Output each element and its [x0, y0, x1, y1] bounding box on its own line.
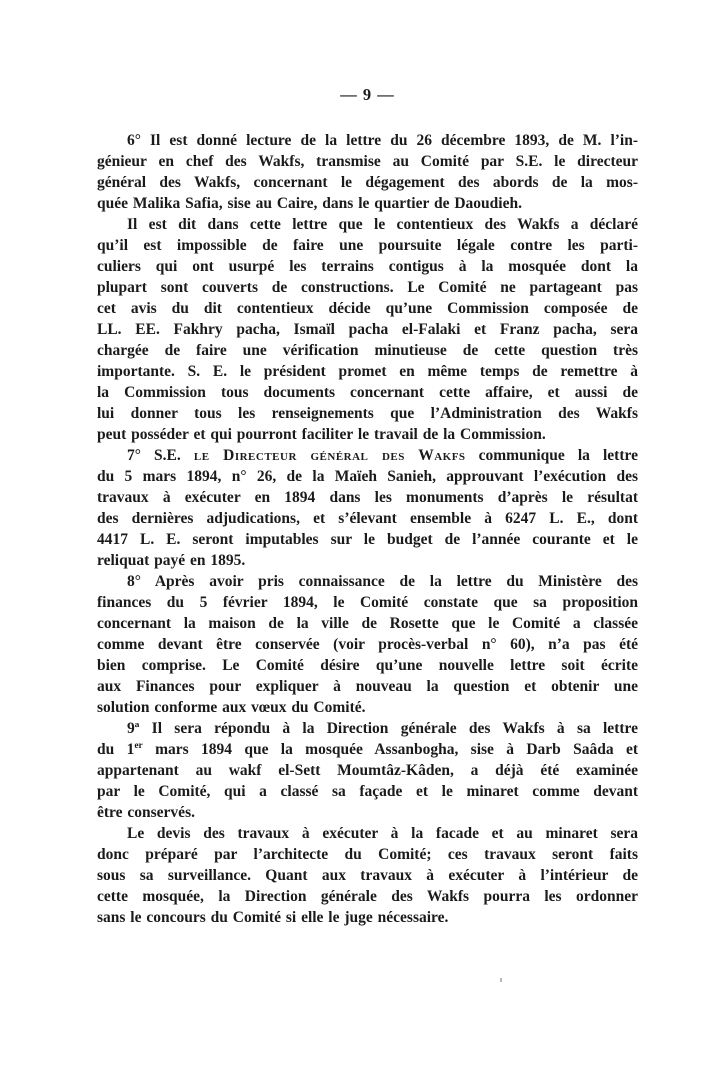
- paragraph-devis: [97, 823, 638, 928]
- text-run: plupart sont couverts de constructions. Le Comité ne partageant pas: [97, 279, 638, 296]
- text-run: du 1: [97, 741, 135, 758]
- item-9: [97, 718, 638, 823]
- text-run: génieur en chef des Wakfs, transmise au Comité par S.E. le directeur: [97, 153, 638, 170]
- scan-speck: [500, 978, 502, 982]
- text-run: aux Finances pour expliquer à nouveau la question et obtenir une: [97, 678, 638, 695]
- text-line: [97, 298, 638, 319]
- text-run: du 5 mars 1894, n° 26, de la Maïeh Sanieh, approuvant l’exécution des: [97, 468, 638, 485]
- text-line: [97, 319, 638, 340]
- text-line: [97, 550, 638, 571]
- text-run: 4417 L. E. seront imputables sur le budget de l’année courante et le: [97, 531, 638, 548]
- text-line: [97, 739, 638, 760]
- text-run: bien comprise. Le Comité désire qu’une nouvelle lettre soit écrite: [97, 657, 638, 674]
- text-line: [97, 277, 638, 298]
- text-line: [97, 655, 638, 676]
- text-run: reliquat payé en 1895.: [97, 552, 246, 569]
- text-line: [97, 445, 638, 466]
- superscript-text: er: [134, 740, 143, 751]
- text-line: [97, 886, 638, 907]
- text-line: [97, 781, 638, 802]
- text-line: [97, 487, 638, 508]
- text-run: importante. S. E. le président promet en même temps de remettre à: [97, 363, 638, 380]
- text-line: [97, 697, 638, 718]
- item-7: [97, 445, 638, 571]
- text-line: [97, 613, 638, 634]
- text-line: [97, 172, 638, 193]
- text-line: [97, 865, 638, 886]
- text-line: [97, 634, 638, 655]
- text-line: [97, 802, 638, 823]
- text-column: [97, 130, 638, 928]
- text-line: [97, 907, 638, 928]
- text-run: être conservés.: [97, 804, 195, 821]
- text-run: Le devis des travaux à exécuter à la facade et au minaret sera: [127, 825, 638, 842]
- page-number: — 9 —: [340, 85, 395, 104]
- paragraph-contentieux: [97, 214, 638, 445]
- text-run: mars 1894 que la mosquée Assanbogha, sise à Darb Saâda et: [142, 741, 638, 758]
- text-line: [97, 760, 638, 781]
- text-run: chargée de faire une vérification minutieuse de cette question très: [97, 342, 638, 359]
- text-run: communique la lettre: [465, 447, 638, 464]
- text-run: donc préparé par l’architecte du Comité; ces travaux seront faits: [97, 846, 638, 863]
- text-line: [97, 466, 638, 487]
- text-run: 9ª Il sera répondu à la Direction générale des Wakfs à sa lettre: [127, 720, 638, 737]
- smallcaps-text: le Directeur général des Wakfs: [193, 447, 466, 464]
- text-line: [97, 676, 638, 697]
- text-run: appartenant au wakf el-Sett Moumtâz-Kâden, a déjà été examinée: [97, 762, 638, 779]
- text-run: cette mosquée, la Direction générale des Wakfs pourra les ordonner: [97, 888, 638, 905]
- text-run: qu’il est impossible de faire une poursuite légale contre les parti-: [97, 237, 638, 254]
- text-run: sans le concours du Comité si elle le juge nécessaire.: [97, 909, 449, 926]
- text-line: [97, 382, 638, 403]
- text-run: cet avis du dit contentieux décide qu’une Commission composée de: [97, 300, 638, 317]
- text-line: [97, 424, 638, 445]
- text-line: [97, 529, 638, 550]
- text-run: 6° Il est donné lecture de la lettre du 26 décembre 1893, de M. l’in-: [127, 132, 638, 149]
- text-run: quée Malika Safia, sise au Caire, dans le quartier de Daoudieh.: [97, 195, 522, 212]
- text-run: par le Comité, qui a classé sa façade et le minaret comme devant: [97, 783, 638, 800]
- text-run: culiers qui ont usurpé les terrains contigus à la mosquée dont la: [97, 258, 638, 275]
- text-line: [97, 571, 638, 592]
- text-line: [97, 508, 638, 529]
- text-run: concernant la maison de la ville de Rosette que le Comité a classée: [97, 615, 638, 632]
- text-run: 8° Après avoir pris connaissance de la lettre du Ministère des: [127, 573, 638, 590]
- text-run: travaux à exécuter en 1894 dans les monuments d’après le résultat: [97, 489, 638, 506]
- text-run: finances du 5 février 1894, le Comité constate que sa proposition: [97, 594, 638, 611]
- text-line: [97, 193, 638, 214]
- text-run: peut posséder et qui pourront faciliter le travail de la Commission.: [97, 426, 546, 443]
- text-run: Il est dit dans cette lettre que le contentieux des Wakfs a déclaré: [127, 216, 638, 233]
- text-line: [97, 844, 638, 865]
- text-run: des dernières adjudications, et s’élevant ensemble à 6247 L. E., dont: [97, 510, 638, 527]
- text-run: la Commission tous documents concernant cette affaire, et aussi de: [97, 384, 638, 401]
- text-run: LL. EE. Fakhry pacha, Ismaïl pacha el-Falaki et Franz pacha, sera: [97, 321, 638, 338]
- text-line: [97, 403, 638, 424]
- item-6: [97, 130, 638, 214]
- text-run: général des Wakfs, concernant le dégagement des abords de la mos-: [97, 174, 638, 191]
- text-run: solution conforme aux vœux du Comité.: [97, 699, 366, 716]
- text-run: lui donner tous les renseignements que l’Administration des Wakfs: [97, 405, 638, 422]
- text-line: [97, 718, 638, 739]
- text-line: [97, 151, 638, 172]
- text-line: [97, 340, 638, 361]
- text-line: [97, 214, 638, 235]
- text-line: [97, 130, 638, 151]
- item-8: [97, 571, 638, 718]
- text-run: comme devant être conservée (voir procès-verbal n° 60), n’a pas été: [97, 636, 638, 653]
- text-line: [97, 235, 638, 256]
- text-run: sous sa surveillance. Quant aux travaux à exécuter à l’intérieur de: [97, 867, 638, 884]
- text-run: 7° S.E.: [127, 447, 194, 464]
- text-line: [97, 592, 638, 613]
- text-line: [97, 361, 638, 382]
- text-line: [97, 256, 638, 277]
- text-line: [97, 823, 638, 844]
